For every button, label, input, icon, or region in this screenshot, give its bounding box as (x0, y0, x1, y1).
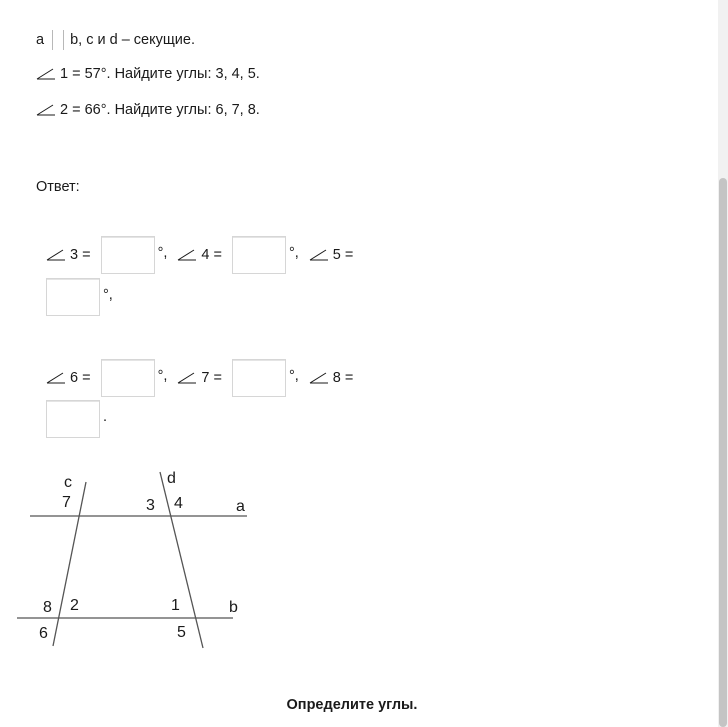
angle-label-6: 6 (39, 625, 48, 642)
answer-heading: Ответ: (36, 179, 80, 195)
label-b: b (229, 599, 238, 616)
degree-mark: °, (157, 245, 168, 261)
angle-4-input[interactable] (232, 236, 286, 274)
geometry-diagram (0, 460, 300, 660)
problem-line-3-text: 2 = 66°. Найдите углы: 6, 7, 8. (60, 102, 260, 118)
degree-mark: °, (103, 287, 113, 303)
angle-icon (309, 371, 329, 385)
scrollbar-thumb[interactable] (719, 178, 727, 727)
line-a-label: a (36, 32, 45, 48)
angle-label-5: 5 (177, 624, 186, 641)
angle-8-input[interactable] (46, 400, 100, 438)
angle-7-label: 7 = (201, 370, 222, 386)
angle-3-label: 3 = (70, 247, 91, 263)
answer-row-2 (46, 359, 363, 397)
angle-label-3: 3 (146, 497, 155, 514)
angle-icon (36, 67, 56, 81)
period-mark: . (103, 409, 108, 425)
angle-label-1: 1 (171, 597, 180, 614)
angle-icon (177, 371, 197, 385)
angle-label-8: 8 (43, 599, 52, 616)
angle-6-label: 6 = (70, 370, 91, 386)
problem-line-2 (36, 66, 260, 82)
angle-label-2: 2 (70, 597, 79, 614)
problem-line-1 (36, 30, 195, 50)
angle-3-input[interactable] (101, 236, 155, 274)
angle-label-7: 7 (62, 494, 71, 511)
angle-5-input[interactable] (46, 278, 100, 316)
angle-label-4: 4 (174, 495, 183, 512)
label-d: d (167, 470, 176, 487)
angle-icon (46, 371, 66, 385)
degree-mark: °, (288, 245, 299, 261)
answer-row-2-wrap (46, 400, 117, 438)
label-a: a (236, 498, 245, 515)
scrollbar[interactable] (718, 0, 728, 727)
angle-icon (46, 248, 66, 262)
angle-5-label: 5 = (332, 247, 354, 263)
angle-icon (177, 248, 197, 262)
answer-row-1-wrap (46, 278, 123, 316)
label-c: c (64, 474, 72, 491)
problem-line-3 (36, 102, 260, 118)
problem-line-1-text: b, c и d – секущие. (70, 32, 195, 48)
parallel-icon (52, 30, 64, 50)
angle-4-label: 4 = (201, 247, 222, 263)
angle-icon (36, 103, 56, 117)
caption: Определите углы. (286, 697, 418, 713)
degree-mark: °, (157, 368, 168, 384)
answer-row-1 (46, 236, 363, 274)
angle-8-label: 8 = (332, 370, 354, 386)
degree-mark: °, (288, 368, 299, 384)
angle-7-input[interactable] (232, 359, 286, 397)
angle-6-input[interactable] (101, 359, 155, 397)
angle-icon (309, 248, 329, 262)
problem-line-2-text: 1 = 57°. Найдите углы: 3, 4, 5. (60, 66, 260, 82)
